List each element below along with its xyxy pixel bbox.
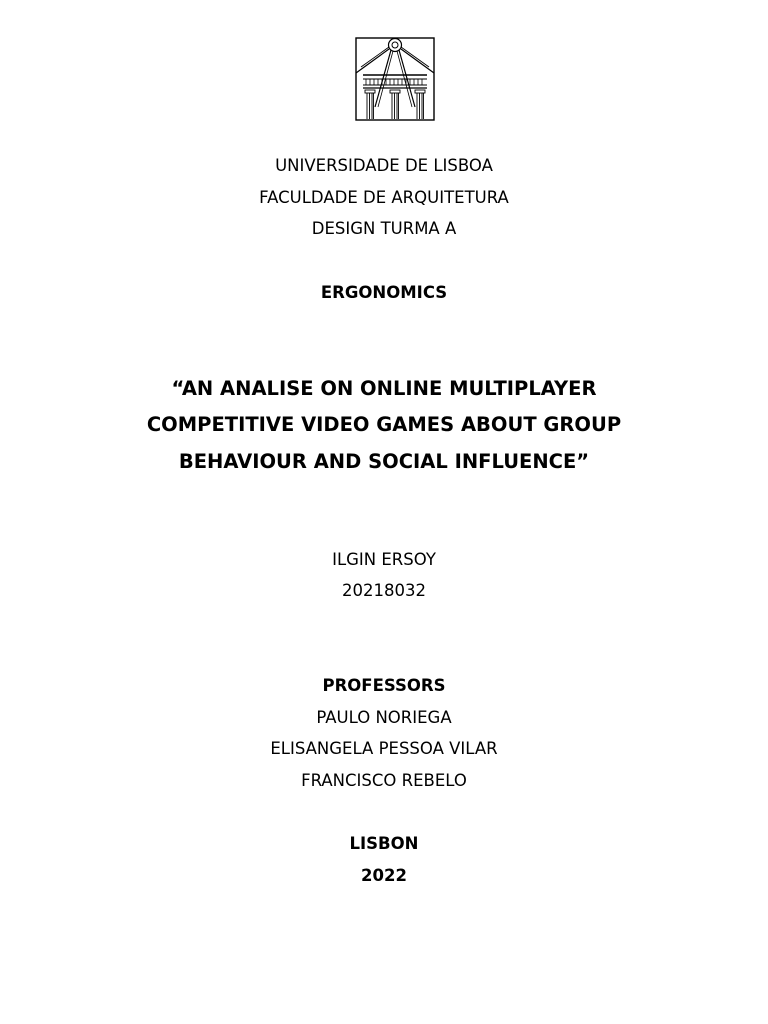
faculdade-de-arquitetura-emblem-icon [355,37,435,121]
year: 2022 [361,866,407,885]
title-line-3: BEHAVIOUR AND SOCIAL INFLUENCE” [178,450,590,473]
city: LISBON [349,834,419,853]
professor-name: ELISANGELA PESSOA VILAR [270,739,498,758]
university-name: UNIVERSIDADE DE LISBOA [275,156,493,175]
student-number: 20218032 [342,581,426,600]
professor-name: FRANCISCO REBELO [301,771,467,790]
professors-heading: PROFESSORS [322,676,446,695]
title-line-2: COMPETITIVE VIDEO GAMES ABOUT GROUP [146,413,622,436]
professor-name: PAULO NORIEGA [316,708,452,727]
title-line-1: “AN ANALISE ON ONLINE MULTIPLAYER [171,377,597,400]
course-name: DESIGN TURMA A [311,219,457,238]
author-name: ILGIN ERSOY [332,550,436,569]
faculty-name: FACULDADE DE ARQUITETURA [259,188,509,207]
subject-heading: ERGONOMICS [320,283,448,302]
